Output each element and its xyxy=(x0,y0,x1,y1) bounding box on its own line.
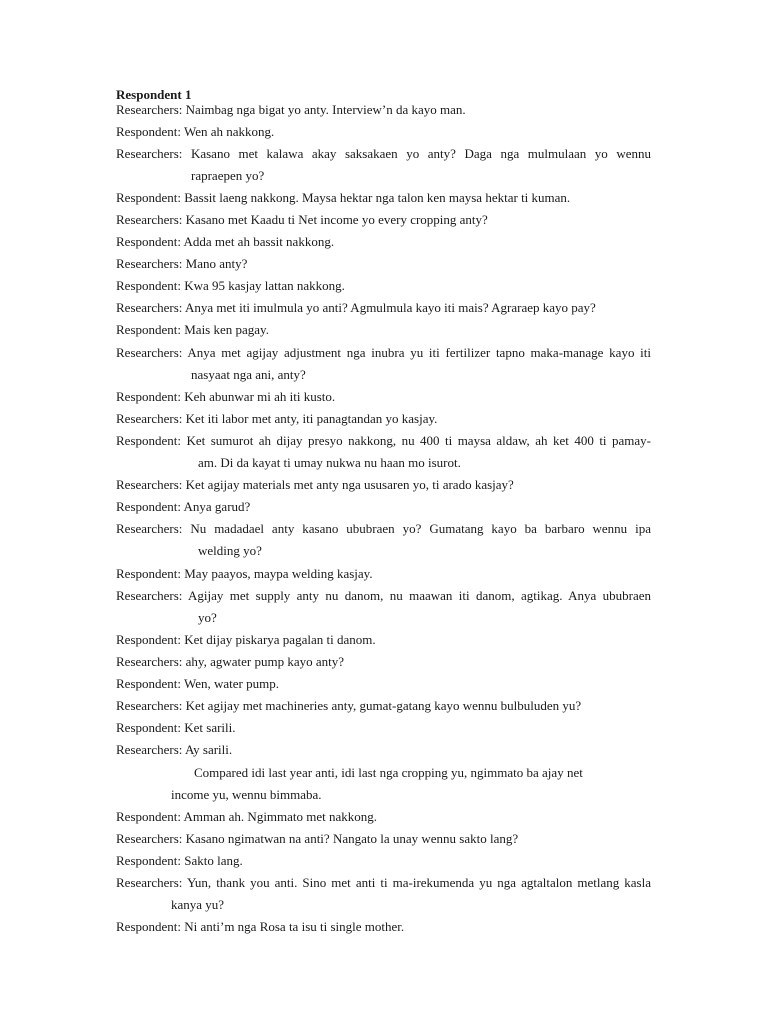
transcript-line: Researchers: Ket iti labor met anty, iti panagtandan yo kasjay. xyxy=(116,411,438,426)
transcript-line: Respondent: Mais ken pagay. xyxy=(116,322,269,337)
transcript-line: Respondent: Wen ah nakkong. xyxy=(116,124,275,139)
transcript-line: Respondent: Ket dijay piskarya pagalan ti danom. xyxy=(116,632,376,647)
transcript-line: Respondent: Bassit laeng nakkong. Maysa hektar nga talon ken maysa hektar ti kuman. xyxy=(116,190,571,205)
transcript-line: Researchers: Mano anty? xyxy=(116,256,248,271)
transcript-line-continuation: income yu, wennu bimmaba. xyxy=(171,787,322,802)
transcript-line: Researchers: ahy, agwater pump kayo anty? xyxy=(116,654,345,669)
transcript-line: Respondent: Amman ah. Ngimmato met nakkong. xyxy=(116,809,378,824)
transcript-line: Researchers: Kasano met kalawa akay saksakaen yo anty? Daga nga mulmulaan yo wennu xyxy=(116,146,651,161)
transcript-line: Respondent: Keh abunwar mi ah iti kusto. xyxy=(116,389,336,404)
transcript-line-continuation: nasyaat nga ani, anty? xyxy=(191,367,306,382)
transcript-line: Researchers: Naimbag nga bigat yo anty. Interview’n da kayo man. xyxy=(116,102,466,117)
transcript-line-continuation: am. Di da kayat ti umay nukwa nu haan mo isurot. xyxy=(198,455,461,470)
transcript-line: Researchers: Agijay met supply anty nu danom, nu maawan iti danom, agtikag. Anya ububraen xyxy=(116,588,651,603)
transcript-line-continuation: yo? xyxy=(198,610,217,625)
transcript-line: Researchers: Yun, thank you anti. Sino met anti ti ma-irekumenda yu nga agtaltalon metlang kasla xyxy=(116,875,651,890)
transcript-line: Researchers: Kasano met Kaadu ti Net income yo every cropping anty? xyxy=(116,212,488,227)
transcript-line: Researchers: Anya met agijay adjustment nga inubra yu iti fertilizer tapno maka-manage kayo iti xyxy=(116,345,651,360)
transcript-line: Researchers: Anya met iti imulmula yo anti? Agmulmula kayo iti mais? Agraraep kayo pay? xyxy=(116,300,596,315)
transcript-line: Respondent: Adda met ah bassit nakkong. xyxy=(116,234,335,249)
transcript-line-continuation: kanya yu? xyxy=(171,897,225,912)
transcript-line: Respondent: Ni anti’m nga Rosa ta isu ti single mother. xyxy=(116,919,405,934)
transcript-line: Researchers: Ay sarili. xyxy=(116,742,233,757)
transcript-line: Researchers: Ket agijay met machineries anty, gumat-gatang kayo wennu bulbuluden yu? xyxy=(116,698,582,713)
transcript-line: Researchers: Kasano ngimatwan na anti? Nangato la unay wennu sakto lang? xyxy=(116,831,519,846)
transcript-line: Respondent: Kwa 95 kasjay lattan nakkong. xyxy=(116,278,345,293)
transcript-line-continuation: rapraepen yo? xyxy=(191,168,265,183)
transcript-line: Researchers: Ket agijay materials met anty nga ususaren yo, ti arado kasjay? xyxy=(116,477,514,492)
transcript-line: Researchers: Nu madadael anty kasano ububraen yo? Gumatang kayo ba barbaro wennu ipa xyxy=(116,521,651,536)
transcript-line: Respondent: Ket sumurot ah dijay presyo nakkong, nu 400 ti maysa aldaw, ah ket 400 ti pamay- xyxy=(116,433,651,448)
transcript-line: Respondent: Sakto lang. xyxy=(116,853,243,868)
transcript-line: Respondent: Ket sarili. xyxy=(116,720,236,735)
transcript-line: Respondent: May paayos, maypa welding kasjay. xyxy=(116,566,373,581)
transcript-line: Respondent: Wen, water pump. xyxy=(116,676,279,691)
document-heading: Respondent 1 xyxy=(116,87,192,102)
transcript-line: Respondent: Anya garud? xyxy=(116,499,251,514)
transcript-line-indented: Compared idi last year anti, idi last nga cropping yu, ngimmato ba ajay net xyxy=(194,765,583,780)
transcript-line-continuation: welding yo? xyxy=(198,543,262,558)
